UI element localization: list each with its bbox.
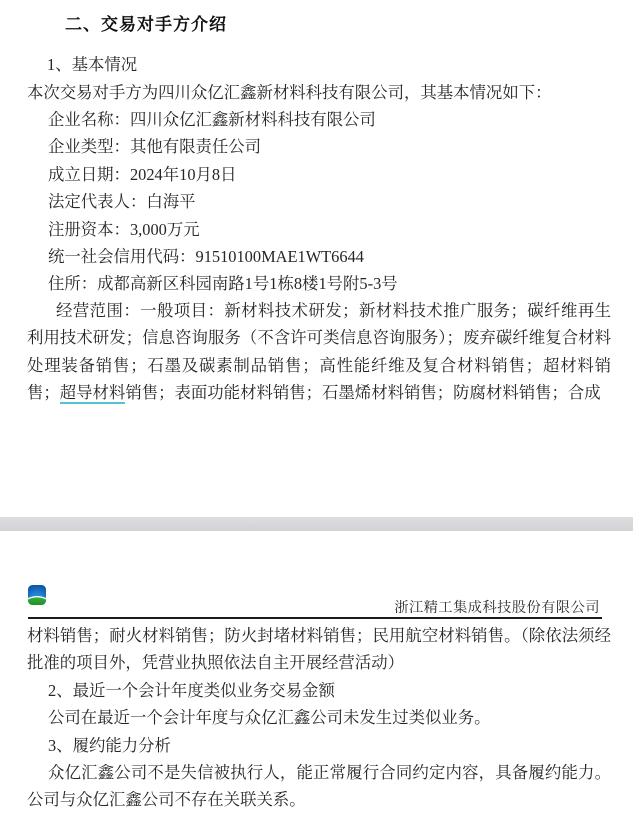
subsection-2-body: 公司在最近一个会计年度与众亿汇鑫公司未发生过类似业务。 xyxy=(48,708,491,728)
subsection-3-heading: 3、履约能力分析 xyxy=(48,735,171,755)
company-info-list xyxy=(27,106,609,298)
scope-text-after: 销售；表面功能材料销售；石墨烯材料销售；防腐材料销售；合成 xyxy=(125,383,601,403)
page-header xyxy=(0,531,633,618)
info-company-name: 企业名称：四川众亿汇鑫新材料科技有限公司 xyxy=(48,110,376,129)
info-address: 住所：成都高新区科园南路1号1栋8楼1号附5-3号 xyxy=(48,274,398,294)
annotated-term-underlined[interactable]: 超导材料 xyxy=(59,383,126,403)
page-2 xyxy=(0,531,633,821)
subsection-2-heading: 2、最近一个会计年度类似业务交易金额 xyxy=(48,680,335,700)
subsection-1-heading: 1、基本情况 xyxy=(47,55,138,74)
section-title: 二、交易对手方介绍 xyxy=(65,15,227,34)
company-logo-icon xyxy=(28,585,46,605)
subsection-3-body: 众亿汇鑫公司不是失信被执行人，能正常履行合同约定内容，具备履约能力。公司与众亿汇鑫公司不存在关联关系。 xyxy=(27,763,611,810)
page-2-body xyxy=(27,622,611,814)
info-legal-representative: 法定代表人：白海平 xyxy=(48,192,196,212)
intro-paragraph: 本次交易对手方为四川众亿汇鑫新材料科技有限公司，其基本情况如下： xyxy=(27,83,552,102)
info-credit-code: 统一社会信用代码：91510100MAE1WT6644 xyxy=(48,247,364,267)
business-scope-paragraph xyxy=(27,297,611,407)
header-rule xyxy=(28,617,602,619)
info-company-type: 企业类型：其他有限责任公司 xyxy=(48,137,262,157)
info-registered-capital: 注册资本：3,000万元 xyxy=(48,219,200,239)
header-company-name: 浙江精工集成科技股份有限公司 xyxy=(394,600,600,616)
scope-text-before: 经营范围：一般项目：新材料技术研发；新材料技术推广服务；碳纤维再生利用技术研发；信息咨询服务（不含许可类信息咨询服务）；废弃碳纤维复合材料处理装备销售；石墨及碳素制品销售；高性能纤维及复合材料销售；超材料销售； xyxy=(27,301,611,403)
info-founding-date: 成立日期：2024年10月8日 xyxy=(48,164,237,184)
page-break-separator xyxy=(0,517,633,531)
business-scope-continued: 材料销售；耐火材料销售；防火封堵材料销售；民用航空材料销售。（除依法须经批准的项目外，凭营业执照依法自主开展经营活动） xyxy=(27,626,611,673)
